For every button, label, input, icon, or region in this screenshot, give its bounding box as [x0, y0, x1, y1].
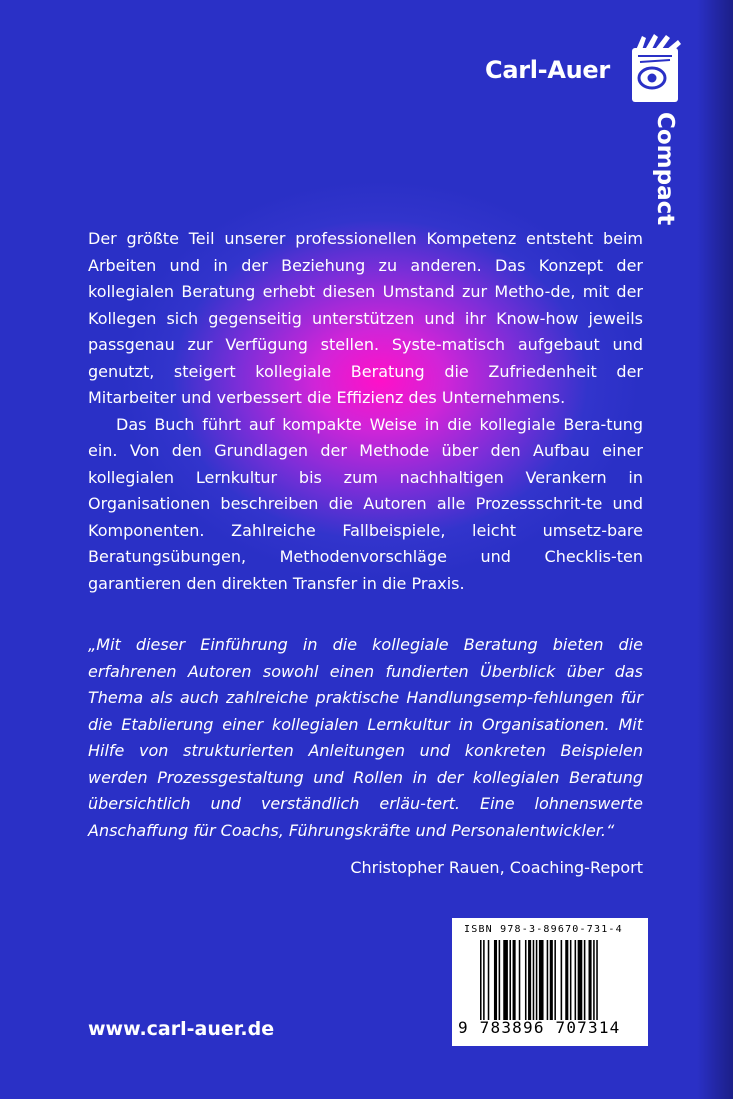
barcode-bar	[525, 940, 527, 1020]
barcode-bar	[536, 940, 538, 1020]
barcode-bar	[488, 940, 490, 1020]
barcode-bar	[550, 940, 553, 1020]
review-quote: „Mit dieser Einführung in die kollegiale Beratung bieten die erfahrenen Autoren sowohl einen fundierten Überblick über das Thema als auch zahlreiche praktische Handlungsemp-fehlungen für die Etablierung einer kollegialen Lernkultur in Organisationen. Mit Hilfe von strukturierten Anleitungen und konkreten Beispielen werden Prozessgestaltung und Rollen in der kollegialen Beratung übersichtlich und verständlich erläu-tert. Eine lohnenswerte Anschaffung für Coachs, Führungskräfte und Personalentwickler.“	[88, 635, 643, 840]
description-paragraph-2: Das Buch führt auf kompakte Weise in die kollegiale Bera-tung ein. Von den Grundlagen der Methode über den Aufbau einer kollegialen Lernkultur bis zum nachhaltigen Verankern in Organisationen beschreiben die Autoren alle Prozessschrit-te und Komponenten. Zahlreiche Fallbeispiele, leicht umsetz-bare Beratungsübungen, Methodenvorschläge und Checklis-ten garantieren den direkten Transfer in die Praxis.	[88, 414, 643, 593]
barcode-bar	[519, 940, 521, 1020]
website-link[interactable]: www.carl-auer.de	[88, 1018, 275, 1040]
barcode-bar	[509, 940, 511, 1020]
barcode-bar	[528, 940, 531, 1020]
barcode-bar	[499, 940, 501, 1020]
barcode-bar	[503, 940, 508, 1020]
barcode-bar	[593, 940, 595, 1020]
barcode	[452, 918, 648, 1046]
barcode-bar	[565, 940, 568, 1020]
spine-shadow	[697, 0, 733, 1099]
barcode-bar	[589, 940, 592, 1020]
description	[88, 226, 643, 597]
barcode-bar	[547, 940, 549, 1020]
hand-eye-logo-icon	[628, 34, 684, 104]
barcode-bar	[494, 940, 497, 1020]
barcode-bar	[480, 940, 482, 1020]
barcode-bar	[483, 940, 485, 1020]
barcode-bar	[533, 940, 535, 1020]
barcode-bar	[596, 940, 598, 1020]
barcode-bar	[584, 940, 586, 1020]
review-attribution: Christopher Rauen, Coaching-Report	[350, 858, 643, 877]
barcode-bar	[554, 940, 556, 1020]
isbn-number: ISBN 978-3-89670-731-4	[464, 924, 623, 935]
barcode-bar	[575, 940, 577, 1020]
barcode-bar	[570, 940, 572, 1020]
barcode-bar	[561, 940, 563, 1020]
barcode-bars	[480, 940, 642, 1020]
description-paragraph-1: Der größte Teil unserer professionellen Kompetenz entsteht beim Arbeiten und in der Beziehung zu anderen. Das Konzept der kollegialen Beratung erhebt diesen Umstand zur Metho-de, mit der Kollegen sich gegenseitig unterstützen und ihr Know-how jeweils passgenau zur Verfügung stellen. Syste-matisch aufgebaut und genutzt, steigert kollegiale Beratung die Zufriedenheit der Mitarbeiter und verbessert die Effizienz des Unternehmens.	[88, 229, 643, 407]
barcode-bar	[578, 940, 583, 1020]
ean-number: 9 783896 707314	[458, 1018, 621, 1037]
series-name: Compact	[652, 112, 678, 226]
barcode-bar	[539, 940, 544, 1020]
barcode-bar	[513, 940, 516, 1020]
publisher-name: Carl-Auer	[485, 56, 610, 84]
